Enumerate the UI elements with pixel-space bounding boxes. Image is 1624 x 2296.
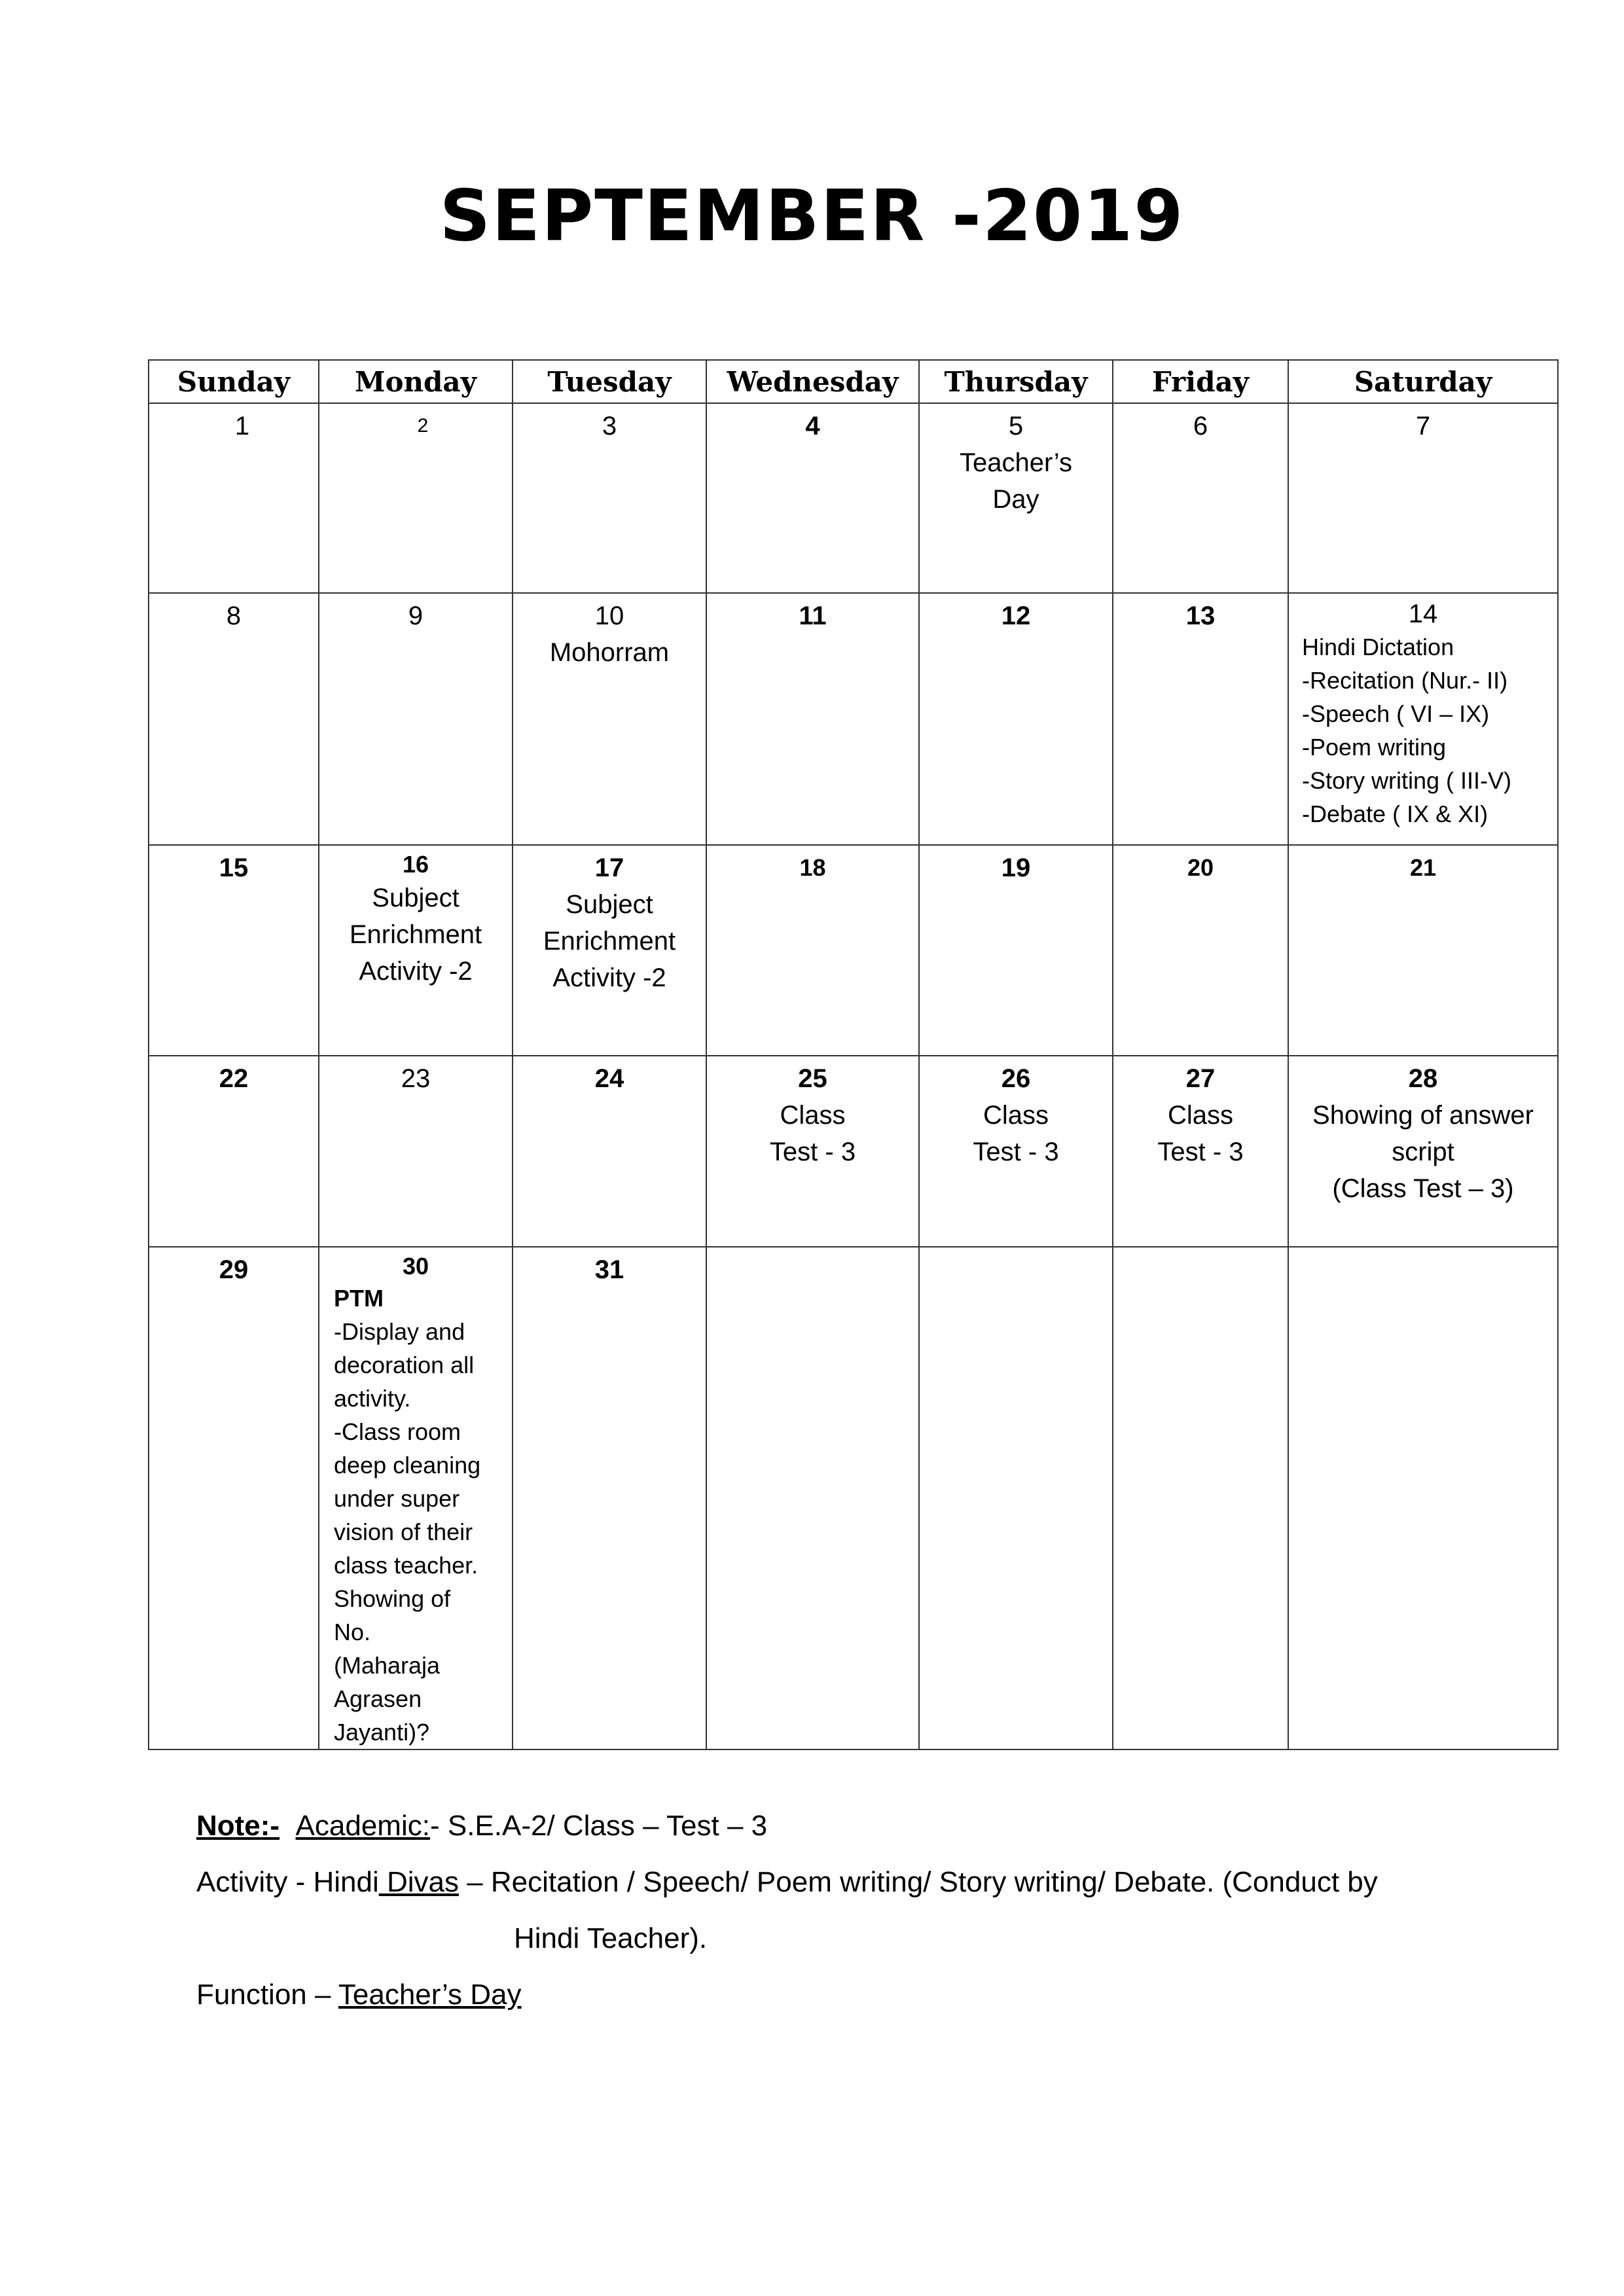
day-cell bbox=[706, 1056, 919, 1247]
event-text: Hindi Dictation bbox=[1302, 634, 1454, 660]
event-text: -Debate ( IX & XI) bbox=[1302, 800, 1489, 827]
day-number: 14 bbox=[1408, 600, 1438, 628]
event-text: Class bbox=[1167, 1101, 1234, 1130]
day-cell bbox=[919, 845, 1113, 1056]
day-number: 4 bbox=[805, 412, 820, 440]
day-cell bbox=[1288, 845, 1558, 1056]
day-number: 7 bbox=[1415, 412, 1431, 440]
day-number: 5 bbox=[1008, 412, 1024, 440]
event-text: -Poem writing bbox=[1302, 734, 1447, 761]
week-row bbox=[149, 845, 1558, 1056]
day-cell bbox=[513, 403, 706, 593]
day-number: 25 bbox=[798, 1064, 827, 1093]
event-text: Activity -2 bbox=[359, 957, 473, 986]
event-text: under super bbox=[334, 1485, 460, 1512]
week-row bbox=[149, 1247, 1558, 1749]
day-cell bbox=[149, 593, 319, 845]
day-number: 24 bbox=[594, 1064, 624, 1093]
weekday-header-row bbox=[149, 360, 1558, 403]
event-text: Test - 3 bbox=[973, 1138, 1059, 1166]
event-text: -Class room bbox=[334, 1418, 461, 1445]
day-cell bbox=[319, 845, 513, 1056]
event-text: deep cleaning bbox=[334, 1452, 481, 1479]
day-number: 23 bbox=[401, 1064, 431, 1093]
header-monday: Monday bbox=[319, 360, 513, 403]
day-cell bbox=[1113, 1056, 1288, 1247]
day-cell bbox=[149, 845, 319, 1056]
day-number: 10 bbox=[594, 601, 624, 630]
day-cell bbox=[1113, 845, 1288, 1056]
day-cell bbox=[1288, 593, 1558, 845]
day-number: 6 bbox=[1193, 412, 1208, 440]
event-text: Subject bbox=[372, 884, 460, 912]
day-cell bbox=[513, 593, 706, 845]
header-saturday: Saturday bbox=[1288, 360, 1558, 403]
event-text: -Recitation (Nur.- II) bbox=[1302, 667, 1508, 694]
event-text: Teacher’s bbox=[960, 448, 1072, 477]
day-number: 19 bbox=[1001, 853, 1031, 882]
event-list bbox=[1289, 630, 1557, 831]
note-activity-cont: Hindi Teacher). bbox=[514, 1922, 708, 1954]
event-text: Subject bbox=[566, 890, 653, 919]
event-text: -Display and bbox=[334, 1318, 465, 1345]
day-number: 28 bbox=[1408, 1064, 1438, 1093]
activity-divas: Divas bbox=[378, 1866, 459, 1898]
event-text: Class bbox=[983, 1101, 1049, 1130]
day-number: 2 bbox=[417, 415, 429, 437]
day-cell bbox=[1288, 1056, 1558, 1247]
event-text: Enrichment bbox=[349, 920, 482, 949]
day-number: 31 bbox=[594, 1255, 624, 1284]
event-text: -Speech ( VI – IX) bbox=[1302, 700, 1490, 727]
event-text: Agrasen bbox=[334, 1685, 422, 1712]
day-cell bbox=[1288, 403, 1558, 593]
day-cell bbox=[513, 1056, 706, 1247]
event-text: -Story writing ( III-V) bbox=[1302, 767, 1512, 794]
empty-cell bbox=[1288, 1247, 1558, 1749]
header-sunday: Sunday bbox=[149, 360, 319, 403]
day-cell bbox=[1113, 593, 1288, 845]
day-cell bbox=[513, 845, 706, 1056]
day-number: 9 bbox=[408, 601, 424, 630]
day-cell bbox=[919, 1056, 1113, 1247]
day-number: 30 bbox=[402, 1253, 429, 1280]
day-number: 21 bbox=[1409, 854, 1437, 881]
day-cell bbox=[149, 1056, 319, 1247]
day-cell bbox=[319, 403, 513, 593]
event-text: script bbox=[1392, 1138, 1454, 1166]
calendar-table bbox=[148, 359, 1559, 1750]
day-number: 3 bbox=[602, 412, 617, 440]
event-text: Jayanti)? bbox=[334, 1719, 430, 1746]
event-text: Day bbox=[992, 485, 1039, 514]
event-text: class teacher. bbox=[334, 1552, 478, 1579]
event-text: Mohorram bbox=[549, 638, 670, 667]
day-cell bbox=[706, 593, 919, 845]
day-number: 29 bbox=[219, 1255, 249, 1284]
event-text: vision of their bbox=[334, 1518, 473, 1545]
activity-prefix: Activity - Hindi bbox=[196, 1866, 379, 1898]
event-text: activity. bbox=[334, 1385, 411, 1412]
header-wednesday: Wednesday bbox=[706, 360, 919, 403]
day-cell bbox=[513, 1247, 706, 1749]
event-heading: PTM bbox=[334, 1285, 384, 1312]
function-prefix: Function – bbox=[196, 1979, 338, 2011]
day-cell bbox=[1113, 403, 1288, 593]
day-cell bbox=[319, 593, 513, 845]
event-text: Test - 3 bbox=[1157, 1138, 1244, 1166]
day-number: 16 bbox=[402, 851, 429, 878]
day-number: 26 bbox=[1001, 1064, 1031, 1093]
event-text: Showing of bbox=[334, 1585, 451, 1612]
event-text: Enrichment bbox=[543, 927, 676, 956]
day-number: 18 bbox=[799, 854, 826, 881]
empty-cell bbox=[1113, 1247, 1288, 1749]
week-row bbox=[149, 403, 1558, 593]
week-row bbox=[149, 1056, 1558, 1247]
day-cell bbox=[149, 1247, 319, 1749]
day-cell bbox=[319, 1056, 513, 1247]
event-text: No. bbox=[334, 1619, 371, 1645]
header-friday: Friday bbox=[1113, 360, 1288, 403]
note-activity bbox=[196, 1863, 1378, 1902]
academic-text: - S.E.A-2/ Class – Test – 3 bbox=[429, 1810, 768, 1842]
empty-cell bbox=[919, 1247, 1113, 1749]
day-cell bbox=[919, 403, 1113, 593]
note-label: Note:- bbox=[196, 1810, 280, 1842]
day-cell bbox=[919, 593, 1113, 845]
day-cell bbox=[706, 403, 919, 593]
day-number: 27 bbox=[1185, 1064, 1216, 1093]
function-text: Teacher’s Day bbox=[338, 1979, 522, 2011]
header-thursday: Thursday bbox=[919, 360, 1113, 403]
day-number: 12 bbox=[1001, 601, 1031, 630]
empty-cell bbox=[706, 1247, 919, 1749]
page-title: SEPTEMBER -2019 bbox=[439, 175, 1185, 257]
notes-section bbox=[196, 1806, 1378, 2032]
event-text: (Maharaja bbox=[334, 1652, 441, 1679]
day-number: 15 bbox=[219, 853, 249, 882]
event-text: Showing of answer bbox=[1312, 1101, 1534, 1130]
day-cell bbox=[149, 403, 319, 593]
event-text: Class bbox=[780, 1101, 846, 1130]
note-function bbox=[196, 1975, 1378, 2015]
event-text: decoration all bbox=[334, 1352, 475, 1378]
day-cell bbox=[706, 845, 919, 1056]
activity-text: – Recitation / Speech/ Poem writing/ Story writing/ Debate. (Conduct by bbox=[458, 1866, 1378, 1898]
day-number: 8 bbox=[226, 601, 242, 630]
day-number: 20 bbox=[1187, 854, 1214, 881]
header-tuesday: Tuesday bbox=[513, 360, 706, 403]
event-text: Activity -2 bbox=[552, 963, 666, 992]
day-number: 11 bbox=[799, 601, 827, 630]
week-row bbox=[149, 593, 1558, 845]
day-number: 17 bbox=[594, 853, 624, 882]
day-number: 13 bbox=[1185, 601, 1216, 630]
academic-label: Academic: bbox=[295, 1810, 430, 1842]
day-number: 22 bbox=[219, 1064, 249, 1093]
note-academic bbox=[196, 1806, 1378, 1846]
event-text: (Class Test – 3) bbox=[1332, 1174, 1514, 1203]
day-number: 1 bbox=[234, 412, 250, 440]
day-cell bbox=[319, 1247, 513, 1749]
event-text: Test - 3 bbox=[769, 1138, 856, 1166]
